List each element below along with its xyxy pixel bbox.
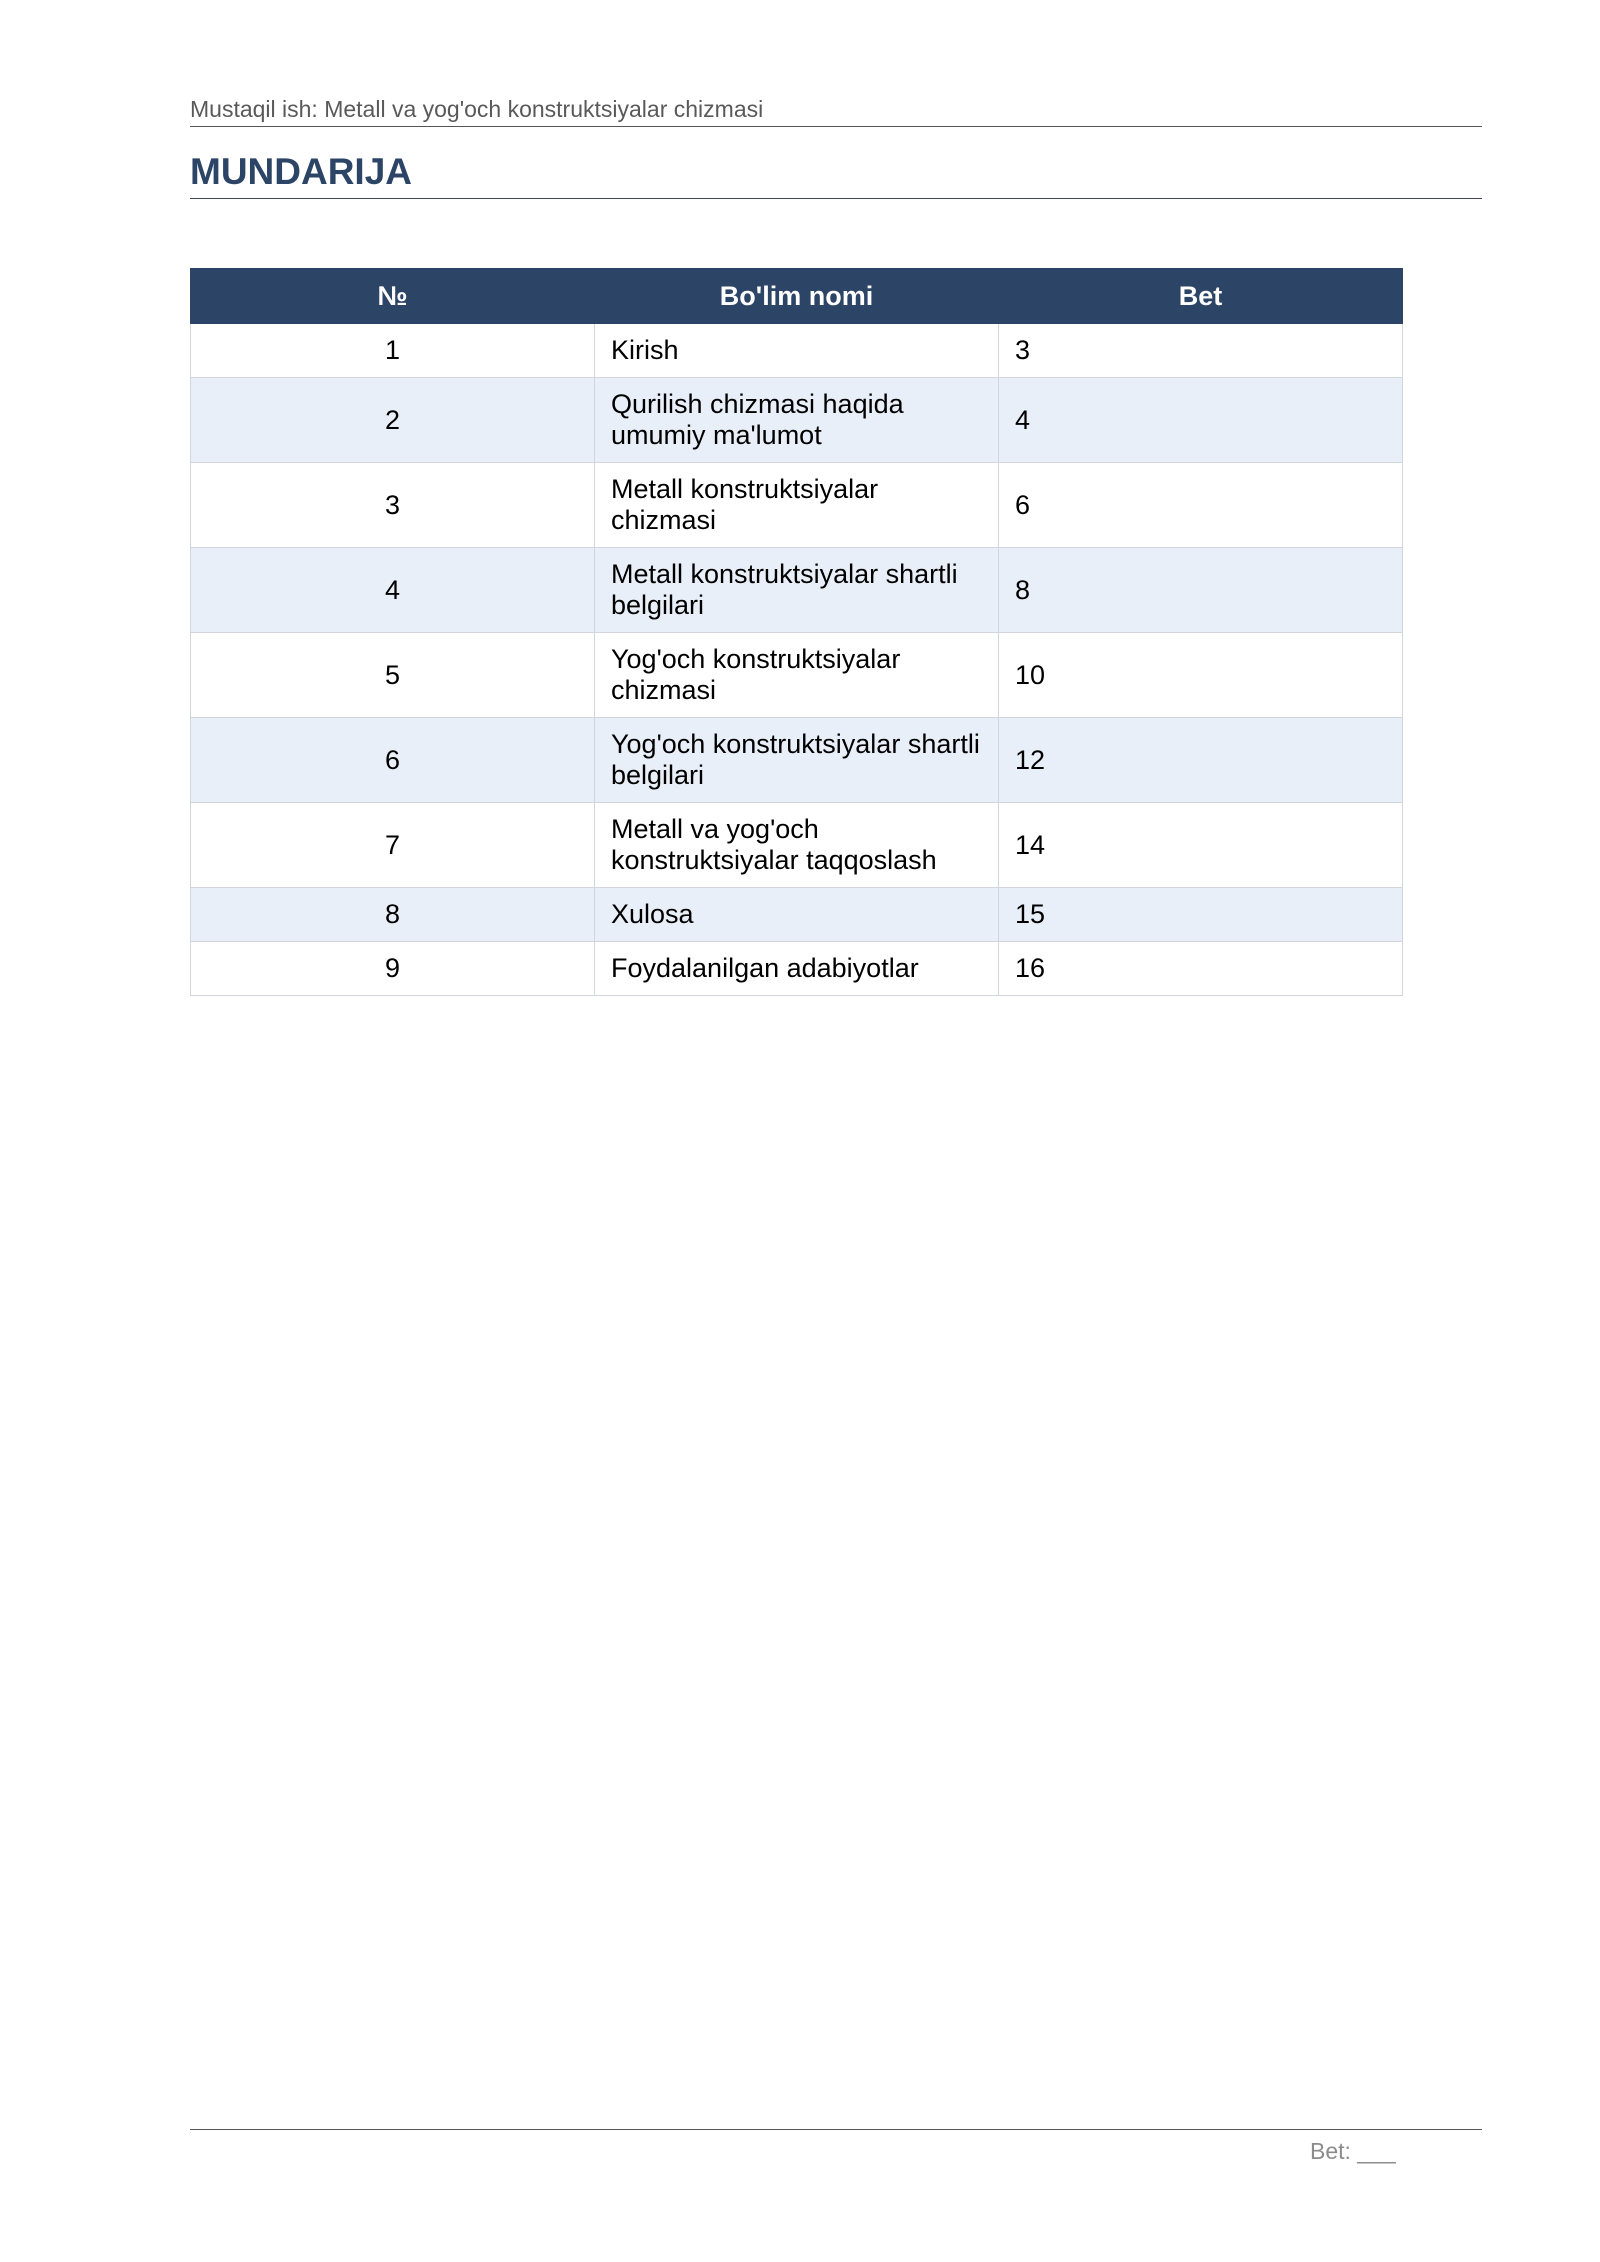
column-header-page: Bet xyxy=(999,269,1403,324)
row-number: 5 xyxy=(191,633,595,718)
row-section-name: Kirish xyxy=(595,324,999,378)
table-row xyxy=(191,548,1403,633)
table-header-row xyxy=(191,269,1403,324)
row-page: 8 xyxy=(999,548,1403,633)
row-page: 12 xyxy=(999,718,1403,803)
row-number: 7 xyxy=(191,803,595,888)
table-row xyxy=(191,803,1403,888)
row-number: 4 xyxy=(191,548,595,633)
row-section-name: Yog'och konstruktsiyalar chizmasi xyxy=(595,633,999,718)
column-header-section: Bo'lim nomi xyxy=(595,269,999,324)
row-section-name: Metall konstruktsiyalar shartli belgilari xyxy=(595,548,999,633)
row-page: 6 xyxy=(999,463,1403,548)
row-page: 3 xyxy=(999,324,1403,378)
row-number: 3 xyxy=(191,463,595,548)
footer-page-label: Bet: ___ xyxy=(1310,2138,1396,2164)
table-row xyxy=(191,888,1403,942)
table-row xyxy=(191,718,1403,803)
row-page: 15 xyxy=(999,888,1403,942)
table-row xyxy=(191,324,1403,378)
table-row xyxy=(191,378,1403,463)
row-section-name: Foydalanilgan adabiyotlar xyxy=(595,942,999,996)
row-section-name: Yog'och konstruktsiyalar shartli belgilari xyxy=(595,718,999,803)
row-number: 9 xyxy=(191,942,595,996)
table-row xyxy=(191,463,1403,548)
row-section-name: Metall va yog'och konstruktsiyalar taqqoslash xyxy=(595,803,999,888)
page-title: MUNDARIJA xyxy=(190,151,412,192)
header-text: Mustaqil ish: Metall va yog'och konstruktsiyalar chizmasi xyxy=(190,96,764,122)
row-page: 4 xyxy=(999,378,1403,463)
title-block xyxy=(190,148,1482,199)
table-row xyxy=(191,942,1403,996)
row-number: 6 xyxy=(191,718,595,803)
page-header xyxy=(190,94,1482,127)
row-page: 16 xyxy=(999,942,1403,996)
table-of-contents xyxy=(190,268,1403,996)
column-header-number: № xyxy=(191,269,595,324)
row-page: 10 xyxy=(999,633,1403,718)
row-section-name: Qurilish chizmasi haqida umumiy ma'lumot xyxy=(595,378,999,463)
row-section-name: Metall konstruktsiyalar chizmasi xyxy=(595,463,999,548)
row-number: 1 xyxy=(191,324,595,378)
table-row xyxy=(191,633,1403,718)
footer-divider xyxy=(190,2129,1482,2130)
row-page: 14 xyxy=(999,803,1403,888)
row-number: 8 xyxy=(191,888,595,942)
row-number: 2 xyxy=(191,378,595,463)
row-section-name: Xulosa xyxy=(595,888,999,942)
